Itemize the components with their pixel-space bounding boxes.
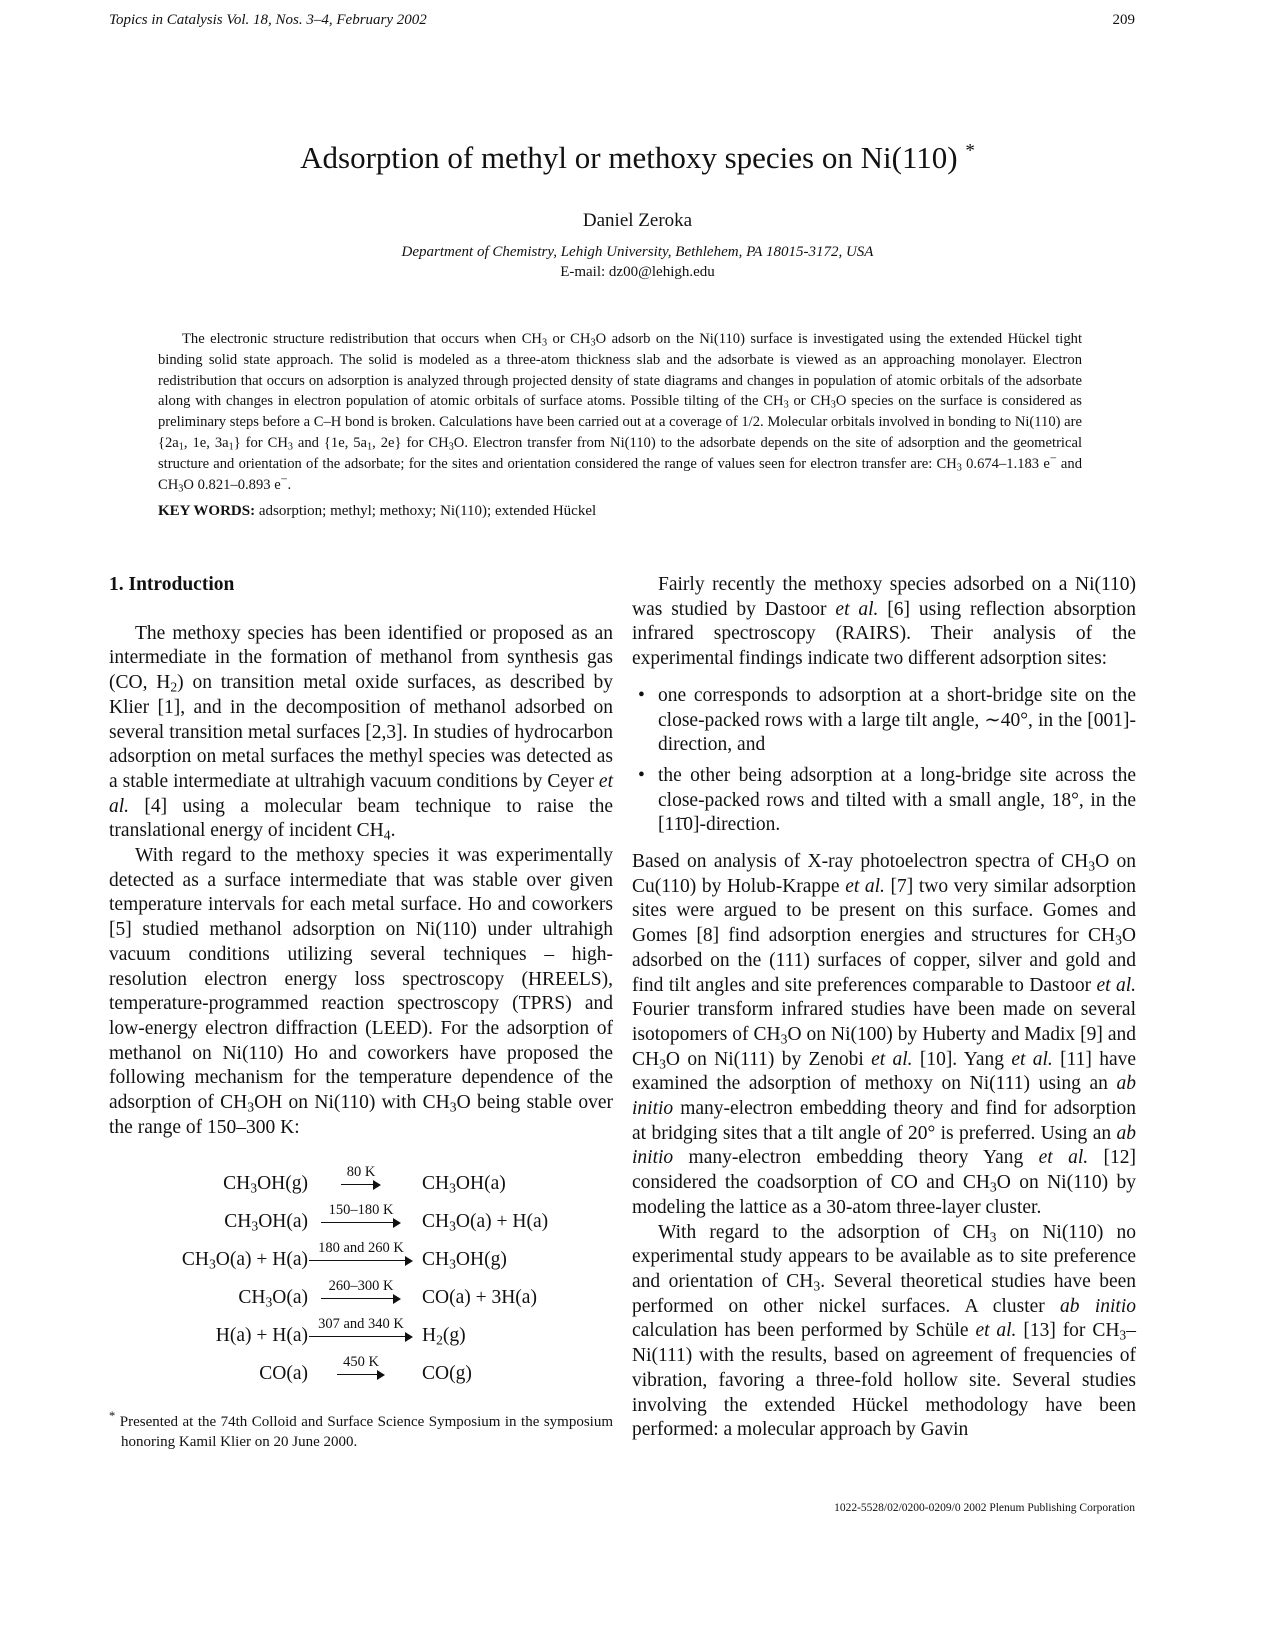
equation-reactant: $CH_3OH(g)$: [223, 1173, 308, 1196]
copyright-line: 1022-5528/02/0200-0209/0 2002 Plenum Publishing Corporation: [834, 1502, 1135, 1514]
equation-row: [109, 1164, 613, 1202]
page-number: 209: [1112, 12, 1135, 28]
author: Daniel Zeroka: [582, 210, 693, 231]
reaction-arrow-icon: [309, 1164, 413, 1190]
equation-reactant: $CH_3O(a)$: [238, 1287, 308, 1310]
equation-reactant: CO(a): [259, 1363, 308, 1385]
equation-temperature: 307 and 340 K: [318, 1316, 404, 1333]
journal-header: Topics in Catalysis Vol. 18, Nos. 3–4, February 2002: [109, 12, 427, 28]
equation-reactant: H(a) + H(a): [215, 1325, 308, 1347]
equation-temperature: 80 K: [346, 1164, 376, 1181]
footnote-text: Presented at the 74th Colloid and Surface Science Symposium in the symposium honoring Kamil Klier on 20 June 2000.: [119, 1414, 614, 1450]
equation-row: [109, 1316, 613, 1354]
right-paragraph-2: Based on analysis of X-ray photoelectron spectra of $CH_3O$ on Cu(110) by Holub-Krappe et al. [7] two very similar adsorption sites were argued to be present on this surface. Gomes and Gomes [8] find adsorption energies and structures for $CH_3O$ adsorbed on the (111) surfaces of copper, silver and gold and find tilt angles and site preferences comparable to Dastoor et al. Fourier transform infrared studies have been made on several isotopomers of $CH_3O$ on Ni(100) by Huberty and Madix [9] and $CH_3O$ on Ni(111) by Zenobi et al. [10]. Yang et al. [11] have examined the adsorption of methoxy on Ni(111) using an ab initio many-electron embedding theory and find for adsorption at bridging sites that a tilt angle of 20° is preferred. Using an ab initio many-electron embedding theory Yang et al. [12] considered the coadsorption of CO and $CH_3O$ on Ni(110) by modeling the lattice as a 30-atom three-layer cluster.: [632, 851, 1137, 1218]
section-heading: 1. Introduction: [109, 574, 235, 595]
footnote: [109, 1409, 614, 1452]
equation-reactant: $CH_3OH(a)$: [224, 1211, 308, 1234]
intro-paragraph-1: The methoxy species has been identified or proposed as an intermediate in the formation of methanol from synthesis gas (CO, $H_2$) on transition metal oxide surfaces, as described by Klier [1], and in the decomposition of methanol adsorbed on several transition metal surfaces [2,3]. In studies of hydrocarbon adsorption on metal surfaces the methyl species was detected as a stable intermediate at ultrahigh vacuum conditions by Ceyer et al. [4] using a molecular beam technique to raise the translational energy of incident $CH_4$.: [109, 622, 613, 843]
email: E-mail: dz00@lehigh.edu: [560, 264, 715, 280]
keywords-label: KEY WORDS:: [158, 503, 256, 519]
right-paragraph-3: With regard to the adsorption of $CH_3$ on Ni(110) no experimental study appears to be available as to site preference and orientation of $CH_3$. Several theoretical studies have been performed on other nickel surfaces. A cluster ab initio calculation has been performed by Schüle et al. [13] for $CH_3-Ni(111)$ with the results, based on agreement of frequencies of vibration, favoring a three-fold hollow site. Several studies involving the extended Hückel methodology have been performed: a molecular approach by Gavin: [632, 1221, 1137, 1441]
bullet-icon: •: [638, 684, 645, 706]
abstract: The electronic structure redistribution that occurs when $CH_3$ or $CH_3O$ adsorb on the Ni(110) surface is investigated using the extended Hückel tight binding solid state approach. The solid is modeled as a three-atom thickness slab and the adsorbate is viewed as an approaching monolayer. Electron redistribution that occurs on adsorption is analyzed through projected density of state diagrams and changes in population of atomic orbitals of the adsorbate along with changes in electron population of atomic orbitals of surface atoms. Possible tilting of the $CH_3$ or $CH_3O$ species on the surface is considered as preliminary steps before a C–H bond is broken. Calculations have been carried out at a coverage of 1/2. Molecular orbitals involved in bonding to Ni(110) are {$2a_1$, 1e, $3a_1$} for $CH_3$ and {1e, $5a_1$, 2e} for $CH_3O$. Electron transfer from Ni(110) to the adsorbate depends on the site of adsorption and the geometrical structure and orientation of the adsorbate; for the sites and orientation considered the range of values seen for electron transfer are: $CH_3$ 0.674–1.183 e− and $CH_3O$ 0.821–0.893 e−.: [158, 331, 1082, 495]
equation-product: $CH_3OH(a)$: [422, 1173, 506, 1196]
bullet-icon: •: [638, 764, 645, 786]
equation-product: CO(a) + 3H(a): [422, 1287, 537, 1309]
reaction-arrow-icon: [309, 1202, 413, 1228]
equation-row: [109, 1240, 613, 1278]
reaction-arrow-icon: [309, 1316, 413, 1342]
list-item: • the other being adsorption at a long-bridge site across the close-packed rows and tilted with a small angle, 18°, in the [11̄0]-direction.: [638, 764, 1136, 836]
right-column: [632, 573, 1136, 1443]
equation-row: [109, 1278, 613, 1316]
intro-paragraph-2: With regard to the methoxy species it was experimentally detected as a surface intermediate that was stable over given temperature intervals for each metal surface. Ho and coworkers [5] studied methanol adsorption on Ni(110) under ultrahigh vacuum conditions utilizing several techniques – high-resolution electron energy loss spectroscopy (HREELS), temperature-programmed reaction spectroscopy (TPRS) and low-energy electron diffraction (LEED). For the adsorption of methanol on Ni(110) Ho and coworkers have proposed the following mechanism for the temperature dependence of the adsorption of $CH_3OH$ on Ni(110) with $CH_3O$ being stable over the range of 150–300 K:: [109, 845, 613, 1138]
equation-row: [109, 1354, 613, 1392]
equation-temperature: 450 K: [343, 1354, 379, 1371]
paper-title: [0, 140, 1275, 176]
equation-product: $CH_3O(a) + H(a)$: [422, 1211, 549, 1234]
left-column: [109, 573, 613, 1392]
equation-temperature: 180 and 260 K: [318, 1240, 404, 1257]
equation-temperature: 260–300 K: [328, 1278, 394, 1295]
equation-row: [109, 1202, 613, 1240]
adsorption-sites-list: [632, 684, 1136, 838]
reaction-mechanism: [109, 1164, 613, 1392]
list-item: • one corresponds to adsorption at a short-bridge site on the close-packed rows with a large tilt angle, ∼40°, in the [001]-direction, and: [638, 684, 1136, 756]
right-paragraph-1: Fairly recently the methoxy species adsorbed on a Ni(110) was studied by Dastoor et al. [6] using reflection absorption infrared spectroscopy (RAIRS). Their analysis of the experimental findings indicate two different adsorption sites:: [632, 574, 1136, 670]
keywords-list: adsorption; methyl; methoxy; Ni(110); extended Hückel: [258, 503, 597, 519]
title-text: Adsorption of methyl or methoxy species on Ni(110): [300, 140, 958, 175]
reaction-arrow-icon: [309, 1354, 413, 1380]
equation-temperature: 150–180 K: [328, 1202, 394, 1219]
title-footnote-mark: *: [965, 140, 975, 162]
equation-product: $H_2(g)$: [422, 1325, 466, 1348]
equation-product: $CH_3OH(g)$: [422, 1249, 507, 1272]
reaction-arrow-icon: [309, 1278, 413, 1304]
equation-reactant: $CH_3O(a) + H(a)$: [181, 1249, 308, 1272]
equation-product: CO(g): [422, 1363, 472, 1385]
footnote-mark: *: [109, 1409, 116, 1423]
reaction-arrow-icon: [309, 1240, 413, 1266]
keywords: [158, 503, 596, 520]
affiliation: Department of Chemistry, Lehigh University, Bethlehem, PA 18015-3172, USA: [401, 244, 874, 260]
